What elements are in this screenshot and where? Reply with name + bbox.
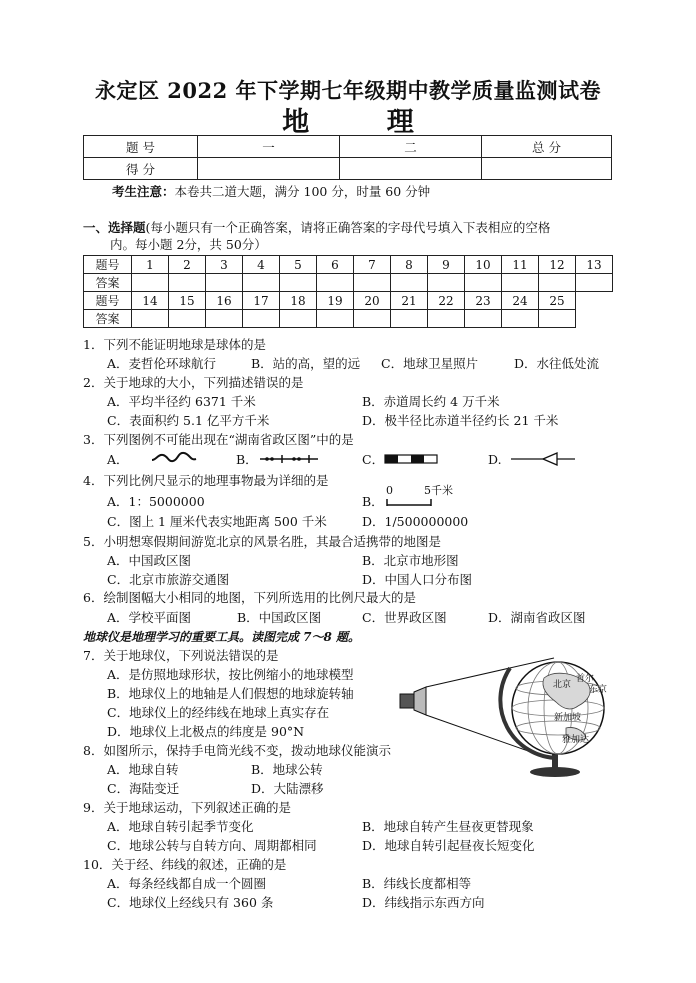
answer-q-number: 2 (169, 256, 206, 274)
score-row-label: 得 分 (84, 158, 198, 180)
q5-option-c: C．北京市旅游交通图 (107, 572, 230, 587)
answer-cell[interactable] (206, 310, 243, 328)
answer-cell[interactable] (428, 274, 465, 292)
score-header-cell: 二 (340, 136, 482, 158)
answer-cell[interactable] (169, 274, 206, 292)
answer-q-number: 25 (539, 292, 576, 310)
answer-cell[interactable] (280, 310, 317, 328)
q5-option-d: D．中国人口分布图 (362, 572, 473, 587)
answer-q-number: 24 (502, 292, 539, 310)
answer-q-number: 4 (243, 256, 280, 274)
q10-option-d: D．纬线指示东西方向 (362, 895, 485, 910)
globe-label: 新加坡 (554, 712, 582, 722)
answer-q-number: 6 (317, 256, 354, 274)
q4-option-a: A．1：5000000 (107, 494, 205, 509)
notice-label: 考生注意： (112, 184, 175, 199)
answer-cell[interactable] (280, 274, 317, 292)
q9-option-c: C．地球公转与自转方向、周期都相同 (107, 838, 317, 853)
scale-bar-zero: 0 (386, 484, 393, 497)
exam-title: 永定区 2022 年下学期七年级期中教学质量监测试卷 (94, 78, 602, 103)
q10-option-b: B．纬线长度都相等 (362, 876, 472, 891)
answer-q-number: 21 (391, 292, 428, 310)
q9-option-a: A．地球自转引起季节变化 (107, 819, 254, 834)
q1-option-a: A．麦哲伦环球航行 (107, 356, 217, 371)
answer-cell[interactable] (132, 274, 169, 292)
scale-bar-icon (386, 497, 434, 507)
airline-symbol-icon (509, 451, 577, 467)
globe-label: 北京 (553, 679, 572, 689)
q2-stem: 2．关于地球的大小，下列描述错误的是 (83, 375, 304, 390)
q1-option-b: B．站的高，望的远 (251, 356, 361, 371)
section1-label: 一、选择题 (83, 220, 146, 235)
q6-option-d: D．湖南省政区图 (488, 610, 586, 625)
q3-option-a: A． (107, 452, 129, 467)
globe-note: 地球仪是地理学习的重要工具。读图完成 7～8 题。 (83, 630, 361, 644)
answer-cell[interactable] (576, 274, 613, 292)
q2-option-c: C．表面积约 5.1 亿平方千米 (107, 413, 270, 428)
q2-option-d: D．极半径比赤道半径约长 21 千米 (362, 413, 559, 428)
q8-stem: 8．如图所示，保持手电筒光线不变，拨动地球仪能演示 (83, 743, 391, 758)
answer-q-number: 10 (465, 256, 502, 274)
q1-stem: 1．下列不能证明地球是球体的是 (83, 337, 266, 352)
section1-text2: 内。每小题 2分，共 50分） (110, 237, 267, 252)
score-cell[interactable] (482, 158, 612, 180)
q1-option-c: C．地球卫星照片 (381, 356, 479, 371)
q3-option-d: D. (488, 452, 502, 467)
q9-stem: 9．关于地球运动，下列叙述正确的是 (83, 800, 291, 815)
scale-bar-unit: 5千米 (424, 484, 453, 497)
q3-option-b: B． (236, 452, 258, 467)
q5-option-a: A．中国政区图 (107, 553, 192, 568)
answer-table (83, 255, 613, 328)
border-line-symbol-icon (258, 452, 320, 466)
q1-option-d: D．水往低处流 (514, 356, 600, 371)
notice (112, 183, 430, 201)
answer-cell[interactable] (206, 274, 243, 292)
answer-cell[interactable] (243, 310, 280, 328)
railway-symbol-icon (384, 453, 438, 465)
q9-option-b: B．地球自转产生昼夜更替现象 (362, 819, 534, 834)
q7-option-b: B．地球仪上的地轴是人们假想的地球旋转轴 (107, 686, 354, 701)
answer-q-number: 8 (391, 256, 428, 274)
q5-stem: 5．小明想寒假期间游览北京的风景名胜，其最合适携带的地图是 (83, 534, 441, 549)
answer-q-number: 5 (280, 256, 317, 274)
globe-label: 雅加达 (562, 734, 590, 744)
q3-stem: 3．下列图例不可能出现在“湖南省政区图”中的是 (83, 432, 354, 447)
q7-option-d: D．地球仪上北极点的纬度是 90°N (107, 724, 305, 739)
score-cell[interactable] (198, 158, 340, 180)
q7-stem: 7．关于地球仪，下列说法错误的是 (83, 648, 279, 663)
answer-cell[interactable] (465, 310, 502, 328)
score-header-cell: 一 (198, 136, 340, 158)
q8-option-a: A．地球自转 (107, 762, 179, 777)
answer-q-number: 22 (428, 292, 465, 310)
q6-option-c: C．世界政区图 (362, 610, 447, 625)
answer-q-number: 9 (428, 256, 465, 274)
answer-cell[interactable] (132, 310, 169, 328)
q10-option-c: C．地球仪上经线只有 360 条 (107, 895, 274, 910)
q4-option-c: C．图上 1 厘米代表实地距离 500 千米 (107, 514, 327, 529)
globe-label: 东京 (589, 684, 608, 694)
q4-option-d: D．1/500000000 (362, 514, 469, 529)
answer-cell[interactable] (539, 274, 576, 292)
answer-a-label: 答案 (84, 310, 132, 328)
answer-cell[interactable] (243, 274, 280, 292)
q10-option-a: A．每条经线都自成一个圆圈 (107, 876, 267, 891)
q7-option-a: A．是仿照地球形状，按比例缩小的地球模型 (107, 667, 354, 682)
notice-text: 本卷共二道大题，满分 100 分，时量 60 分钟 (174, 184, 431, 199)
globe-figure (398, 650, 628, 780)
q6-option-a: A．学校平面图 (107, 610, 192, 625)
q9-option-d: D．地球自转引起昼夜长短变化 (362, 838, 535, 853)
globe-icon (500, 662, 607, 777)
answer-cell[interactable] (169, 310, 206, 328)
q10-stem: 10．关于经、纬线的叙述，正确的是 (83, 857, 287, 872)
q6-option-b: B．中国政区图 (237, 610, 322, 625)
q4-stem: 4．下列比例尺显示的地理事物最为详细的是 (83, 473, 329, 488)
answer-cell[interactable] (317, 310, 354, 328)
answer-cell[interactable] (502, 274, 539, 292)
answer-q-number: 3 (206, 256, 243, 274)
answer-q-number: 19 (317, 292, 354, 310)
globe-label: 首尔 (576, 673, 595, 683)
score-table (83, 135, 612, 180)
q2-option-a: A．平均半径约 6371 千米 (107, 394, 256, 409)
boundary-symbol-icon (150, 447, 198, 469)
answer-cell[interactable] (539, 310, 576, 328)
answer-q-number: 1 (132, 256, 169, 274)
q2-option-b: B．赤道周长约 4 万千米 (362, 394, 500, 409)
answer-cell[interactable] (502, 310, 539, 328)
q3-option-c: C． (362, 452, 385, 467)
answer-q-number: 23 (465, 292, 502, 310)
q8-option-c: C．海陆变迁 (107, 781, 180, 796)
q4-option-b: B． (362, 494, 384, 509)
answer-cell[interactable] (428, 310, 465, 328)
answer-cell[interactable] (354, 310, 391, 328)
answer-cell[interactable] (465, 274, 502, 292)
answer-q-number: 20 (354, 292, 391, 310)
section1-header (83, 219, 550, 237)
q7-option-c: C．地球仪上的经纬线在地球上真实存在 (107, 705, 330, 720)
score-cell[interactable] (340, 158, 482, 180)
answer-cell[interactable] (354, 274, 391, 292)
answer-q-number: 15 (169, 292, 206, 310)
answer-q-label: 题号 (84, 292, 132, 310)
answer-q-number: 7 (354, 256, 391, 274)
answer-cell[interactable] (317, 274, 354, 292)
answer-q-label: 题号 (84, 256, 132, 274)
answer-q-number: 17 (243, 292, 280, 310)
score-header-cell: 总 分 (482, 136, 612, 158)
answer-q-number: 14 (132, 292, 169, 310)
answer-q-number: 16 (206, 292, 243, 310)
q8-option-b: B．地球公转 (251, 762, 323, 777)
empty-cell (576, 310, 613, 328)
answer-q-number: 12 (539, 256, 576, 274)
answer-q-number: 18 (280, 292, 317, 310)
empty-cell (576, 292, 613, 310)
answer-a-label: 答案 (84, 274, 132, 292)
answer-q-number: 13 (576, 256, 613, 274)
subject-title: 地 理 (282, 107, 448, 138)
score-header-cell: 题 号 (84, 136, 198, 158)
q6-stem: 6．绘制图幅大小相同的地图，下列所选用的比例尺最大的是 (83, 590, 416, 605)
answer-q-number: 11 (502, 256, 539, 274)
section1-text1: (每小题只有一个正确答案，请将正确答案的字母代号填入下表相应的空格 (145, 220, 551, 235)
answer-cell[interactable] (391, 274, 428, 292)
q8-option-d: D．大陆漂移 (251, 781, 324, 796)
q5-option-b: B．北京市地形图 (362, 553, 459, 568)
answer-cell[interactable] (391, 310, 428, 328)
